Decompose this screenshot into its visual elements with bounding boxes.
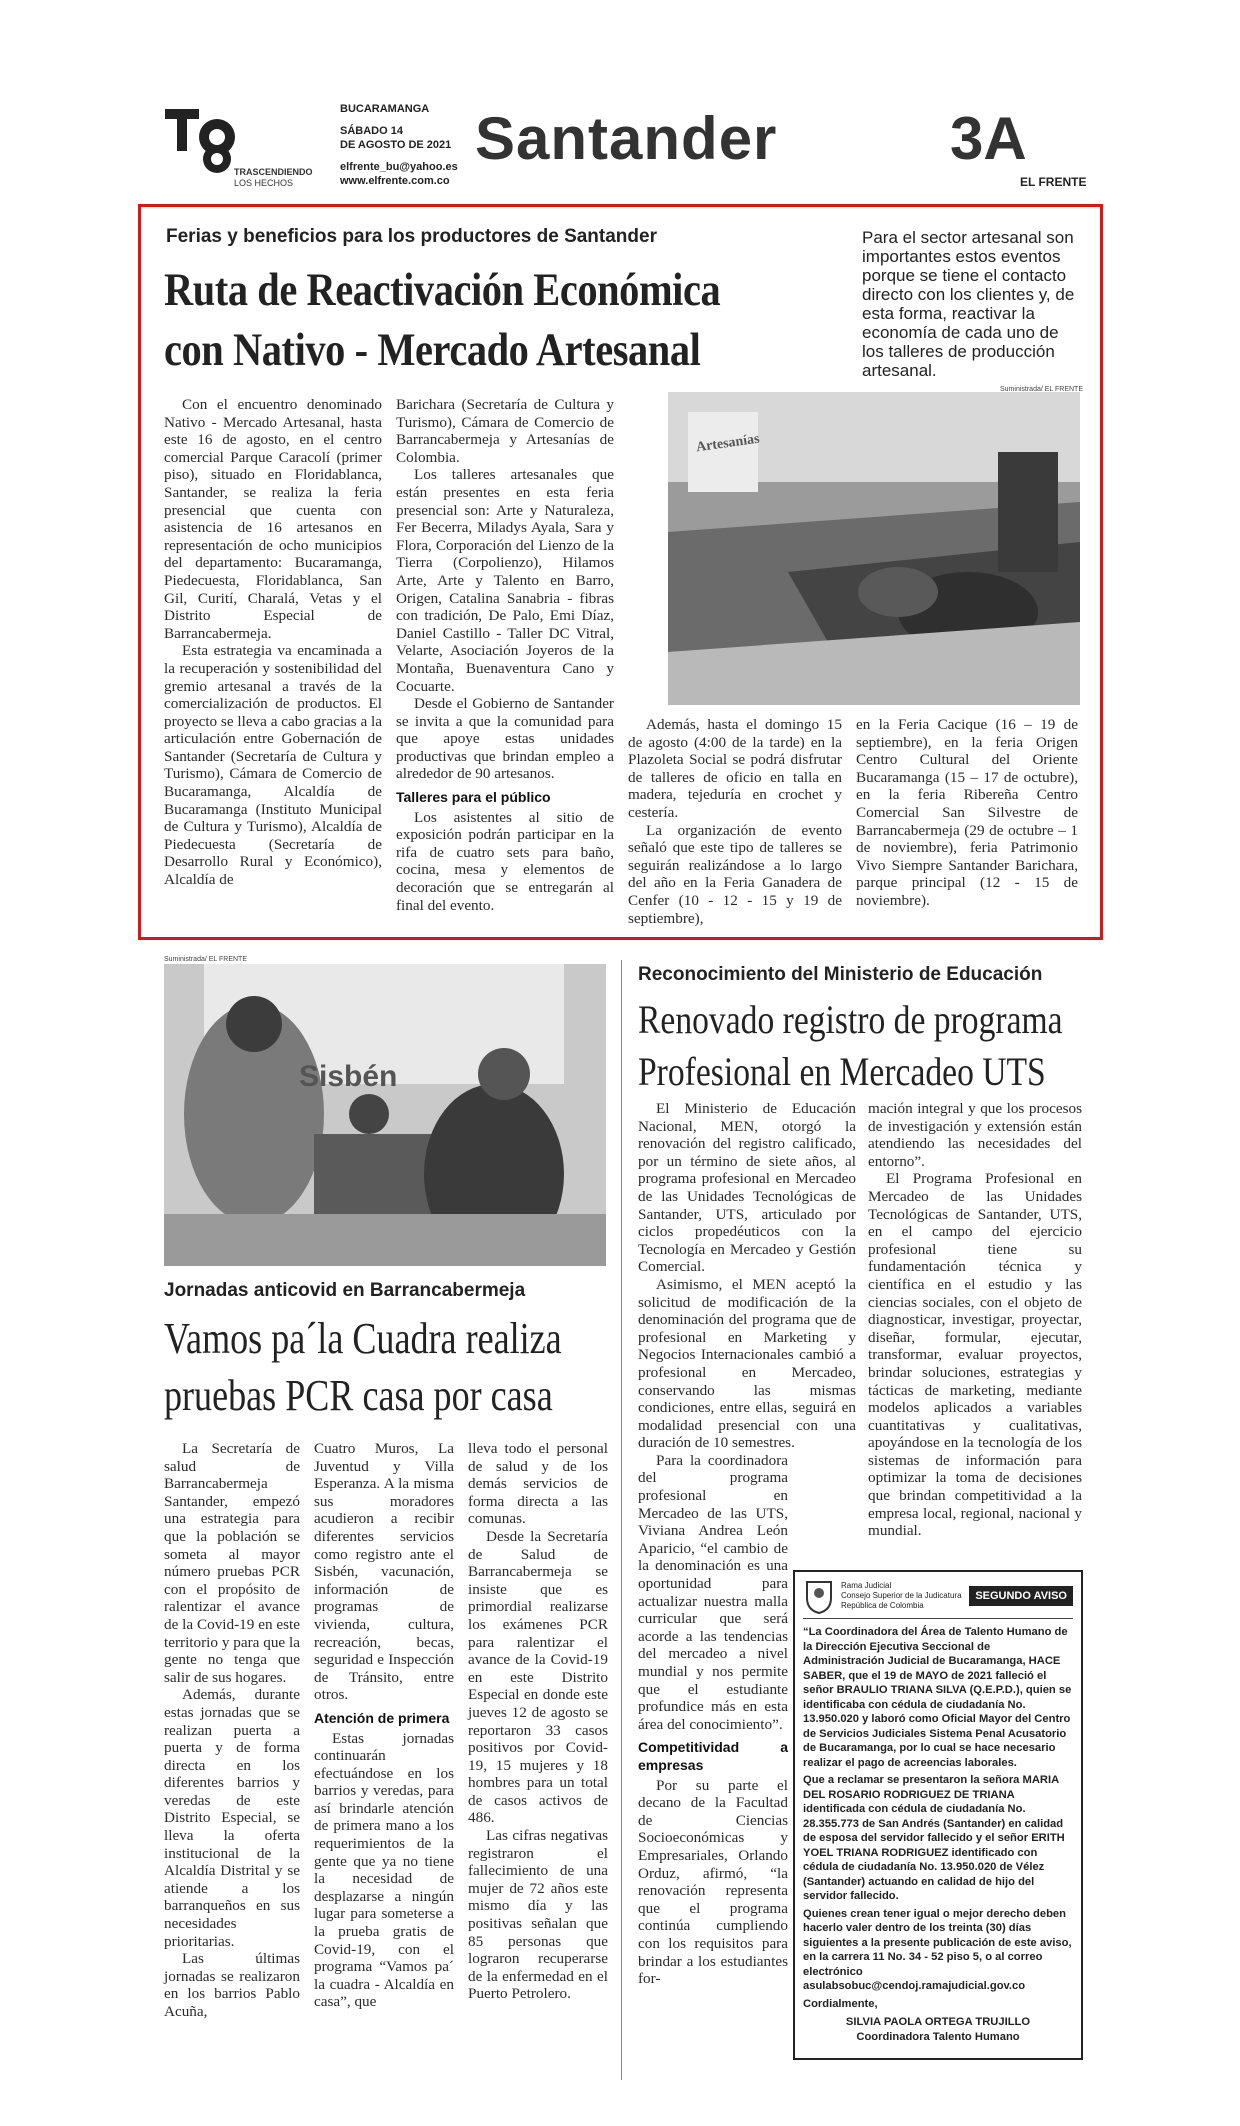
article1-col2-p1: Barichara (Secretaría de Cultura y Turismo), Cámara de Comercio de Barrancabermeja y Artesanías de Colombia. [396,396,614,466]
article2-kicker: Jornadas anticovid en Barrancabermeja [164,1280,526,1301]
article2-photo-credit: Suministrada/ EL FRENTE [164,956,247,963]
photo-sisben-sign: Sisbén [299,1060,398,1093]
notice-org-3: República de Colombia [841,1601,924,1610]
notice-closing: Cordialmente, [803,1997,878,2010]
page-number: 3A [950,105,1027,172]
article2-col2-p2: Estas jornadas continuarán efectuándose en los barrios y veredas, para así brindarle atención de primera mano a los requerimientos de la gente que ya no tiene la necesidad de desplazarse a ningún lugar para someterse a la prueba gratis de Covid-19, con el programa “Vamos pa´ la cuadra - Alcaldía en casa”, que [314,1729,454,2011]
article3-col2-p2: El Programa Profesional en Mercadeo de las Unidades Tecnológicas de Santander, UTS, en el campo del ejercicio profesional tiene su fundamentación técnica y científica en el estudio y las ciencias sociales, con el objeto de diagnosticar, investigar, proyectar, diseñar, formular, ejecutar, transformar, evaluar proyectos, brindar soluciones, estrategias y tácticas de marketing, mediante modelos aplicados a variables cuantitativas y cualitativas, apoyándose en la tecnología de los sistemas de información para optimizar la toma de decisiones que brindan competitividad a la empresa local, regional, nacional y mundial. [868,1170,1082,1540]
article3-col2-p1: mación integral y que los procesos de investigación y extensión están atendiendo las necesidades del entorno”. [868,1100,1082,1170]
article1-col2-p2: Los talleres artesanales que están presentes en esta feria presencial son: Arte y Naturaleza, Fer Becerra, Miladys Ayala, Sara y Flora, Corporación del Lienzo de la Tierra (Corpolienzo), Hilamos Arte, Arte y Talento en Barro, Origen, Catalina Sanabria - fibras con tradición, De Palo, Emi Díaz, Daniel Castillo - Taller DC Vitral, Velarte, Asociación Joyeros de la Montaña, Buenaventura Cano y Cocuarte. [396,466,614,695]
artisan-fair-photo [668,392,1080,705]
article2-title-line1: Vamos pa´la Cuadra realiza [164,1314,562,1363]
notice-org-1: Rama Judicial [841,1581,892,1590]
column-divider [621,960,622,2080]
article3-title [638,994,1098,1098]
article3-title-line1: Renovado registro de programa [638,997,1063,1042]
photo-sign-text: Artesanías [695,431,761,456]
masthead [150,95,1090,195]
logo-tagline-2: LOS HECHOS [234,178,294,188]
article1-title-line2: con Nativo - Mercado Artesanal [164,324,701,376]
article1-photo-credit: Suministrada/ EL FRENTE [1000,386,1083,393]
article2-col1-p3: Las últimas jornadas se realizaron en los barrios Pablo Acuña, [164,1950,300,2020]
masthead-email[interactable]: elfrente_bu@yahoo.es [340,161,458,173]
article1-deck: Para el sector artesanal son importantes estos eventos porque se tiene el contacto directo con los clientes y, de esta forma, reactivar la economía de cada uno de los talleres de producción artesanal. [862,228,1075,380]
article1-col1-p2: Esta estrategia va encaminada a la recuperación y sostenibilidad del gremio artesanal a través de la comercialización de productos. El proyecto se lleva a cabo gracias a la articulación entre Gobernación de Santander (Secretaría de Cultura y Turismo), Cámara de Comercio de Bucaramanga, Alcaldía de Bucaramanga (Instituto Municipal de Cultura y Turismo), Alcaldía de Piedecuesta (Secretaría de Desarrollo Rural y Económico), Alcaldía de [164,642,382,889]
masthead-city: BUCARAMANGA [340,103,430,115]
article1-col2-p4: Los asistentes al sitio de exposición podrán participar en la rifa de cuatro sets para baño, cocina, mesa y elementos de decoración que se entregarán al final del evento. [396,808,614,914]
article1-col3-p1: Además, hasta el domingo 15 de agosto (4:00 de la tarde) en la Plazoleta Social se podrá disfrutar de talleres de oficio en talla en madera, tejeduría en crochet y cestería. [628,716,842,821]
article3-kicker: Reconocimiento del Ministerio de Educación [638,964,1043,985]
notice-signer: SILVIA PAOLA ORTEGA TRUJILLO [845,2016,1031,2028]
article2-col1-p2: Además, durante estas jornadas que se realizan puerta a puerta y de forma directa en los diferentes barrios y veredas de este Distrito Especial, se lleva la oferta institucional de la Alcaldía Distrital y se atiende a los barranqueños en sus necesidades prioritarias. [164,1686,300,1950]
article1-column-3 [628,716,842,927]
article3-col1-p1: El Ministerio de Educación Nacional, MEN, otorgó la renovación del registro calificado, por un término de siete años, al programa profesional en Mercadeo de las Unidades Tecnológicas de Santander, UTS, articulado por ciclos propedéuticos con la Tecnología en Mercadeo y Gestión Comercial. [638,1100,856,1276]
article2-column-2 [314,1440,454,2011]
article1-title [164,260,854,380]
article3-title-line2: Profesional en Mercadeo UTS [638,1049,1046,1094]
article1-column-1 [164,396,382,889]
legal-notice [793,1570,1083,2060]
section-title: Santander [475,105,778,172]
article2-title [164,1310,624,1424]
article1-col1-p1: Con el encuentro denominado Nativo - Mercado Artesanal, hasta este 16 de agosto, en el centro comercial Parque Caracolí (primer piso), situado en Floridablanca, Santander, se realiza la feria presencial que cuenta con asistencia de 16 artesanos en representación de ocho municipios del departamento: Bucaramanga, Piedecuesta, Floridablanca, San Gil, Curití, Charalá, Vetas y el Distrito Especial de Barrancabermeja. [164,396,382,642]
article1-title-line1: Ruta de Reactivación Económica [164,264,721,316]
article3-column-2 [868,1100,1082,1540]
notice-signer-title: Coordinadora Talento Humano [856,2030,1020,2043]
article2-col2-p1: Cuatro Muros, La Juventud y Villa Esperanza. A la misma sus moradores acudieron a recibir diferentes servicios como registro ante el Sisbén, vacunación, información de programas de vivienda, cultura, recreación, becas, seguridad e Inspección de Tránsito, entre otros. [314,1440,454,1704]
notice-badge: SEGUNDO AVISO [969,1586,1073,1606]
article2-title-line2: pruebas PCR casa por casa [164,1371,553,1420]
article2-col3-p2: Desde la Secretaría de Salud de Barrancabermeja se insiste que es primordial realizarse los exámenes PCR para ralentizar el avance de la Covid-19 en este Distrito Especial en donde este jueves 12 de agosto se reportaron 33 casos positivos por Covid-19, 15 mujeres y 18 hombres para un total de casos activos de 486. [468,1527,608,1827]
article3-col1-p4: Por su parte el decano de la Facultad de Ciencias Socioeconómicas y Empresariales, Orlando Orduz, afirmó, “la renovación representa que el programa continúa cumpliendo con los requisitos para brindar a los estudiantes for- [638,1776,788,1988]
article1-col4-p1: en la Feria Cacique (16 – 19 de septiembre), en la feria Origen Centro Cultural del Oriente Bucaramanga (15 – 17 de octubre), en la feria Ribereña Centro Comercial San Silvestre de Barrancabermeja (29 de octubre – 1 de noviembre), feria Patrimonio Vivo Siempre Santander Barichara, parque principal (12 - 15 de noviembre). [856,716,1078,909]
article2-col1-p1: La Secretaría de salud de Barrancabermeja Santander, empezó una estrategia para que la población se someta al mayor número pruebas PCR con el propósito de ralentizar el avance de la Covid-19 en este territorio y para que la gente no tenga que salir de sus hogares. [164,1440,300,1686]
sisben-photo [164,964,606,1266]
article2-subhead: Atención de primera [314,1709,450,1726]
article2-column-1 [164,1440,300,2021]
article1-subhead: Talleres para el público [396,789,551,806]
article3-subhead: Competitividad a empresas [638,1739,788,1773]
article1-kicker: Ferias y beneficios para los productores de Santander [166,226,657,247]
notice-para-3: Quienes crean tener igual o mejor derecho deben hacerlo valer dentro de los treinta (30) días siguientes a la presente publicación de este aviso, en la carrera 11 No. 34 - 52 piso 5, o al correo electrónico asulabsobuc@cendoj.ramajudicial.gov.co [803,1907,1072,1992]
article2-col3-p3: Las cifras negativas registraron el fallecimiento de una mujer de 72 años este mismo día y las positivas señalan que 85 personas que lograron recuperarse de la enfermedad en el Puerto Petrolero. [468,1827,608,2003]
article1-col2-p3: Desde el Gobierno de Santander se invita a que la comunidad para que apoye estas unidades productivas que brindan empleo a alrededor de 90 artesanos. [396,695,614,783]
masthead-date-1: SÁBADO 14 [340,125,403,137]
colombia-shield-icon [803,1578,835,1614]
logo-tagline-1: TRASCENDIENDO [234,167,313,177]
article2-column-3 [468,1440,608,2003]
notice-para-2: Que a reclamar se presentaron la señora MARIA DEL ROSARIO RODRIGUEZ DE TRIANA identificada con cédula de ciudadanía No. 28.355.773 de San Andrés (Santander) en calidad de esposa del servidor fallecido y el señor ERITH YOEL TRIANA RODRIGUEZ identificado con cédula de ciudadanía No. 13.950.020 de Vélez (Santander) actuando en calidad de hijo del servidor fallecido. [803,1774,1065,1902]
masthead-web[interactable]: www.elfrente.com.co [340,175,450,187]
article1-column-2 [396,396,614,914]
article2-col3-p1: lleva todo el personal de salud y de los demás servicios de forma directa a las comunas. [468,1440,608,1528]
article3-col1-p2: Asimismo, el MEN aceptó la solicitud de modificación de la denominación del programa que de profesional en Marketing y Negocios Internacionales cambió a profesional en Mercadeo, conservando las mismas condiciones, entre ellas, seguirá en modalidad presencial con una duración de 10 semestres. [638,1275,856,1452]
masthead-date-2: DE AGOSTO DE 2021 [340,139,452,151]
paper-name: EL FRENTE [1020,175,1087,189]
notice-org-2: Consejo Superior de la Judicatura [841,1591,962,1600]
notice-para-1: “La Coordinadora del Área de Talento Humano de la Dirección Ejecutiva Seccional de Administración Judicial de Bucaramanga, HACE SABER, que el 19 de MAYO de 2021 falleció el señor BRAULIO TRIANA SILVA (Q.E.P.D.), quien se identificaba con cédula de ciudadanía No. 13.950.020 y laboró como Oficial Mayor del Centro de Servicios Judiciales Sistema Penal Acusatorio de Bucaramanga, por lo cual se hace necesario realizar el pago de acreencias laborales. [803,1626,1072,1769]
article1-col3-p2: La organización de evento señaló que este tipo de talleres se seguirán realizándose a lo largo del año en la Feria Ganadera de Cenfer (10 - 12 - 15 y 19 de septiembre), [628,821,842,927]
el-frente-logo [165,103,245,183]
article1-column-4 [856,716,1078,910]
article3-col1-p3: Para la coordinadora del programa profesional en Mercadeo de las UTS, Viviana Andrea León Aparicio, “el cambio de la denominación es una oportunidad para actualizar nuestra malla curricular que será acorde a las tendencias del mercadeo a nivel mundial y nos permite que el estudiante profundice más en esta área del conocimiento”. [638,1451,788,1733]
